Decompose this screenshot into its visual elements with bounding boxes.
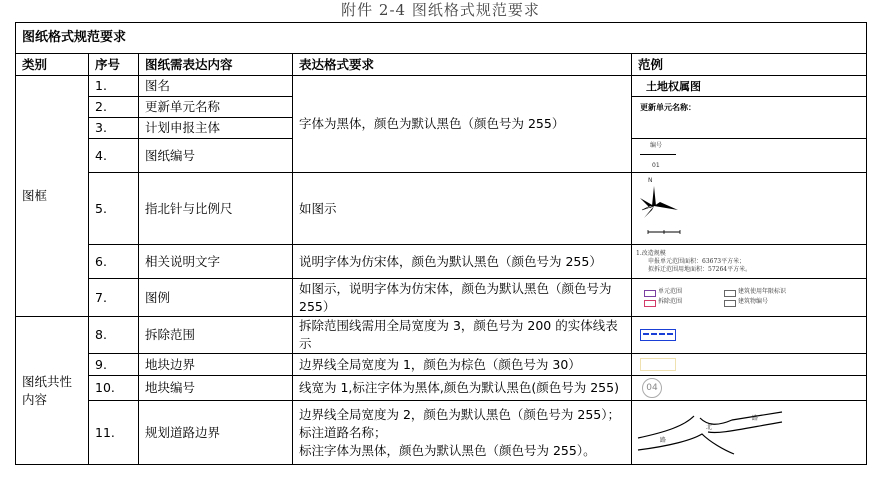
example-demolish-line — [632, 317, 867, 354]
header-requirement: 表达格式要求 — [293, 54, 632, 76]
table-row — [16, 245, 867, 279]
row-content: 规划道路边界 — [139, 401, 293, 465]
requirement-line: 标注道路名称； — [299, 424, 387, 440]
example-north-arrow — [632, 173, 867, 245]
header-number: 序号 — [89, 54, 139, 76]
drawing-number-label: 编号 — [650, 141, 663, 149]
legend-unit-swatch — [644, 290, 656, 297]
row-number: 1. — [89, 76, 139, 97]
row-content: 地块边界 — [139, 354, 293, 376]
example-title-text: 土地权属图 — [646, 79, 701, 93]
row-requirement — [293, 401, 632, 465]
parcel-number-badge: 04 — [642, 378, 662, 398]
table-row — [16, 354, 867, 376]
table-row — [16, 376, 867, 401]
row-requirement-merged: 字体为黑体，颜色为默认黑色（颜色号为 255） — [293, 76, 632, 173]
legend-building-swatch — [724, 300, 736, 307]
row-content: 图名 — [139, 76, 293, 97]
example-drawing-number — [632, 139, 867, 173]
table-row — [16, 279, 867, 317]
requirement-line: 边界线全局宽度为 2，颜色为默认黑色（颜色号为 255）； — [299, 406, 621, 422]
example-unit-name-text: 更新单元名称： — [640, 103, 696, 112]
row-number: 7. — [89, 279, 139, 317]
description-line: 1.改造规模 — [636, 249, 666, 257]
north-label: N — [648, 176, 653, 184]
road-label: 北 — [706, 423, 713, 431]
example-description-text — [632, 245, 867, 279]
example-parcel-boundary — [632, 354, 867, 376]
legend-demolish-swatch — [644, 300, 656, 307]
format-spec-table — [15, 22, 867, 465]
header-content: 图纸需表达内容 — [139, 54, 293, 76]
example-parcel-number — [632, 376, 867, 401]
legend-item: 建筑使用年限标识 — [738, 287, 787, 295]
row-content: 指北针与比例尺 — [139, 173, 293, 245]
description-line: 申报单元范围面积：63673平方米； — [648, 257, 746, 265]
description-line: 拟拆迁范围用地面积：57264平方米。 — [648, 265, 752, 273]
row-requirement: 如图示，说明字体为仿宋体，颜色为默认黑色（颜色号为 255） — [293, 279, 632, 317]
row-content: 图例 — [139, 279, 293, 317]
legend-age-swatch — [724, 290, 736, 297]
row-requirement: 线宽为 1,标注字体为黑体,颜色为默认黑色(颜色号为 255) — [293, 376, 632, 401]
row-content: 更新单元名称 — [139, 97, 293, 118]
example-title — [632, 76, 867, 97]
row-number: 3. — [89, 118, 139, 139]
row-content: 相关说明文字 — [139, 245, 293, 279]
road-label: 路 — [752, 414, 759, 422]
row-number: 8. — [89, 317, 139, 354]
row-number: 10. — [89, 376, 139, 401]
requirement-line: 标注字体为黑体，颜色为默认黑色（颜色号为 255）。 — [299, 442, 596, 458]
table-row — [16, 317, 867, 354]
row-number: 4. — [89, 139, 139, 173]
category-common: 图纸共性内容 — [16, 317, 89, 465]
legend-item: 拆除范围 — [658, 297, 683, 305]
category-frame: 图框 — [16, 76, 89, 317]
north-arrow-icon — [636, 176, 716, 242]
row-requirement: 如图示 — [293, 173, 632, 245]
example-unit-name — [632, 97, 867, 139]
row-content: 计划申报主体 — [139, 118, 293, 139]
table-header-row — [16, 54, 867, 76]
legend-item: 建筑物编号 — [738, 297, 769, 305]
row-number: 9. — [89, 354, 139, 376]
row-number: 11. — [89, 401, 139, 465]
row-number: 2. — [89, 97, 139, 118]
road-label: 路 — [660, 436, 667, 444]
row-content: 地块编号 — [139, 376, 293, 401]
table-row — [16, 401, 867, 465]
legend-item: 单元范围 — [658, 287, 683, 295]
road-boundary-icon — [636, 404, 786, 462]
row-requirement: 拆除范围线需用全局宽度为 3，颜色号为 200 的实体线表示 — [293, 317, 632, 354]
document-title: 附件 2-4 图纸格式规范要求 — [341, 1, 540, 19]
table-row — [16, 173, 867, 245]
header-category: 类别 — [16, 54, 89, 76]
row-number: 5. — [89, 173, 139, 245]
example-legend — [632, 279, 867, 317]
table-title: 图纸格式规范要求 — [16, 23, 867, 54]
header-example: 范例 — [632, 54, 867, 76]
row-content: 拆除范围 — [139, 317, 293, 354]
row-number: 6. — [89, 245, 139, 279]
table-row — [16, 76, 867, 97]
example-road-boundary — [632, 401, 867, 465]
row-requirement: 说明字体为仿宋体，颜色为默认黑色（颜色号为 255） — [293, 245, 632, 279]
row-content: 图纸编号 — [139, 139, 293, 173]
row-requirement: 边界线全局宽度为 1，颜色为棕色（颜色号为 30） — [293, 354, 632, 376]
drawing-number-value: 01 — [652, 161, 660, 169]
